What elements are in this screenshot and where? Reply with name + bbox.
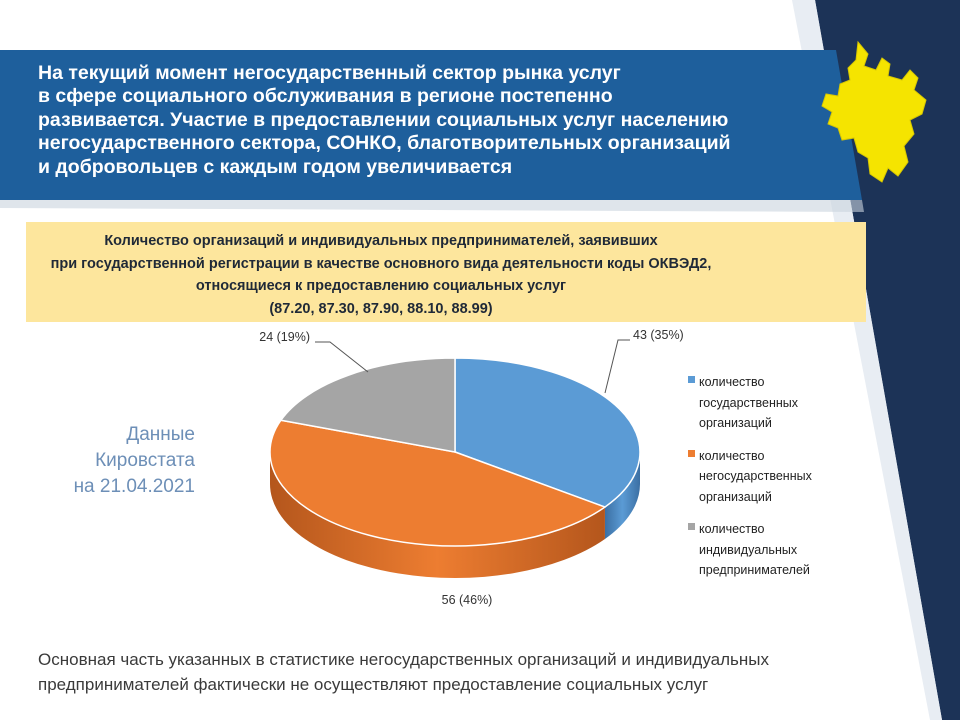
legend-label: организаций — [699, 489, 772, 504]
legend-item-nongov — [688, 446, 888, 508]
footer-line: предпринимателей фактически не осуществляют предоставление социальных услуг — [38, 674, 709, 694]
legend-label: индивидуальных — [699, 542, 798, 557]
source-line: Кировстата — [95, 450, 195, 471]
legend-item-ip — [688, 519, 888, 581]
legend-label: организаций — [699, 416, 772, 430]
chart-title-line: Количество организаций и индивидуальных предпринимателей, заявивших — [104, 233, 658, 249]
chart-legend — [688, 372, 888, 593]
header-line: развивается. Участие в предоставлении социальных услуг населению — [38, 108, 729, 131]
chart-title-line: при государственной регистрации в качестве основного вида деятельности коды ОКВЭД2, — [50, 255, 712, 272]
legend-label: количество — [699, 448, 765, 463]
legend-swatch — [688, 376, 695, 383]
data-label-ip: 24 (19%) — [259, 330, 310, 344]
footer-line: Основная часть указанных в статистике негосударственных организаций и индивидуальных — [38, 650, 769, 669]
legend-label: количество — [699, 522, 765, 536]
legend-label: предпринимателей — [699, 563, 810, 577]
legend-label: государственных — [699, 395, 798, 410]
header-line: в сфере социального обслуживания в регионе постепенно — [38, 85, 613, 108]
chart-title-line: относящиеся к предоставлению социальных услуг — [195, 278, 567, 294]
legend-swatch — [688, 450, 695, 457]
legend-label: количество — [699, 375, 765, 389]
data-label-gov: 43 (35%) — [633, 328, 684, 342]
source-line: Данные — [126, 424, 195, 445]
leader-line-gov — [605, 340, 630, 393]
legend-label: негосударственных — [699, 469, 812, 483]
legend-swatch — [688, 523, 695, 530]
chart-title-line: (87.20, 87.30, 87.90, 88.10, 88.99) — [269, 300, 493, 317]
leader-line-ip — [315, 342, 368, 372]
footer-note — [38, 648, 938, 697]
header-line: На текущий момент негосударственный сектор рынка услуг — [38, 62, 621, 84]
data-label-nongov: 56 (46%) — [441, 593, 493, 607]
header-line: и добровольцев с каждым годом увеличивается — [38, 155, 513, 178]
source-line: на 21.04.2021 — [73, 476, 195, 497]
legend-item-gov — [688, 372, 888, 434]
header-line: негосударственного сектора, СОНКО, благотворительных организаций — [38, 132, 731, 155]
